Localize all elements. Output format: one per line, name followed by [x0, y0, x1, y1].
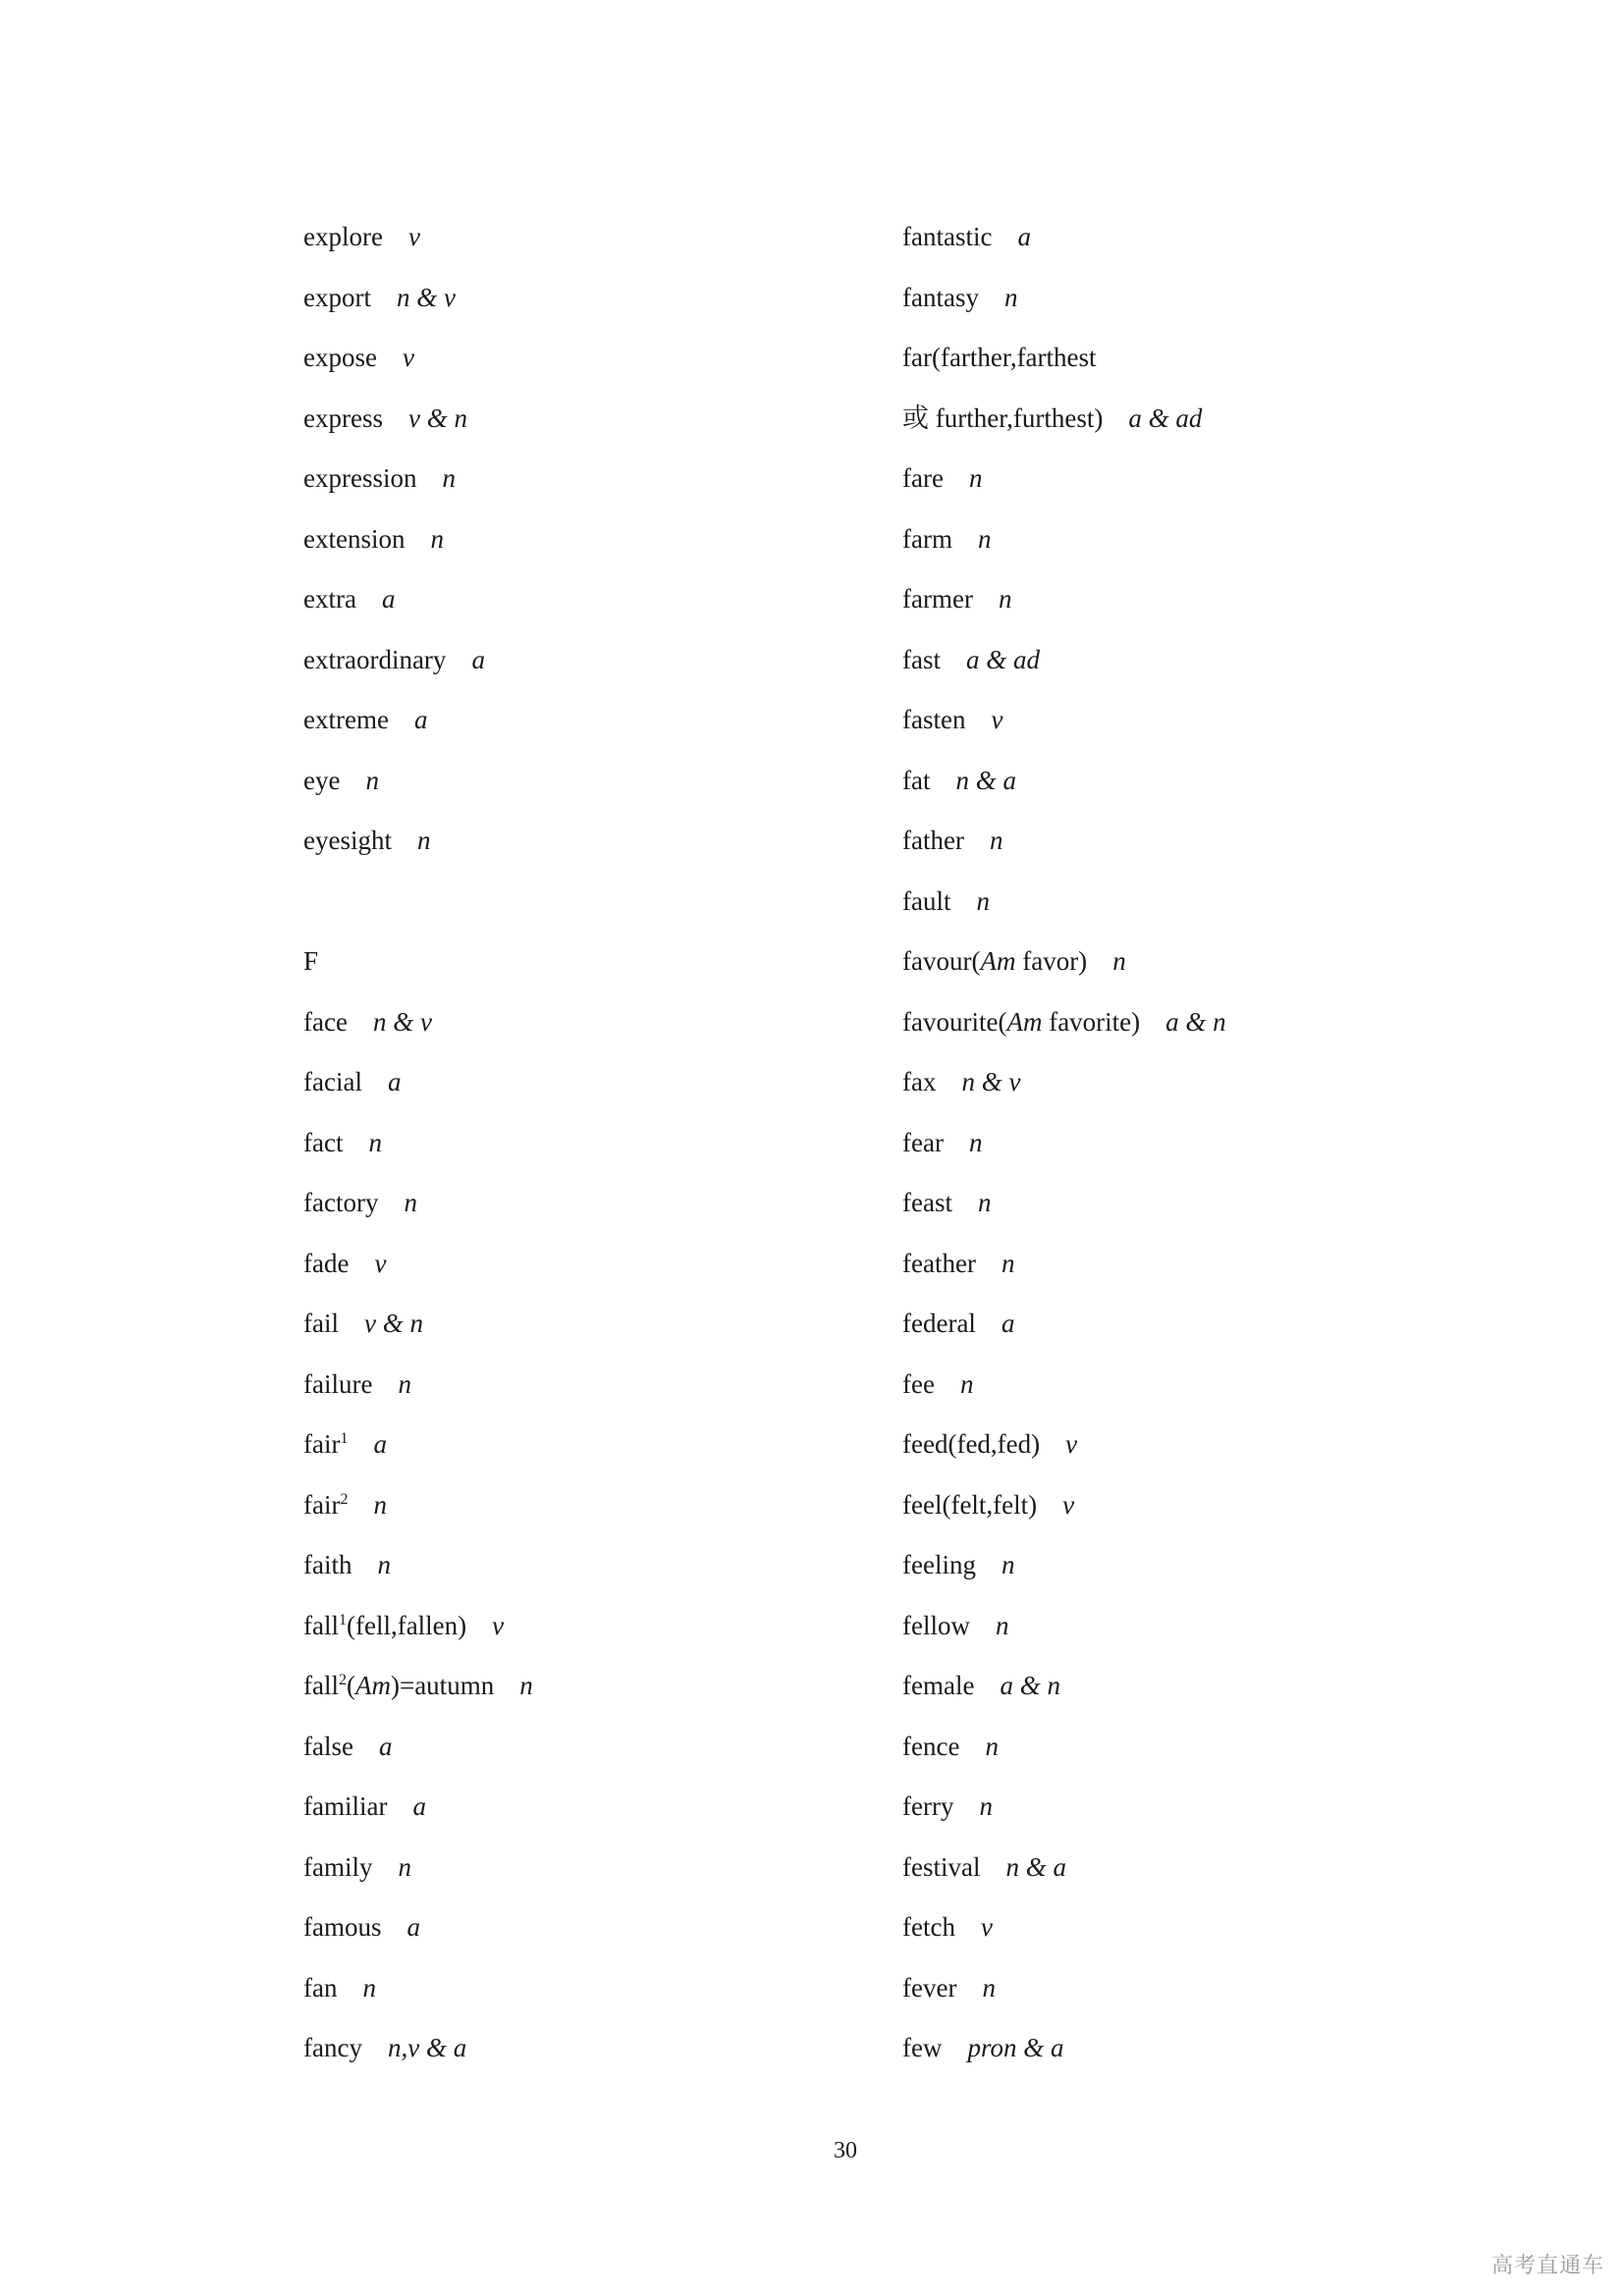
part-of-speech: n	[373, 1489, 387, 1520]
vocab-entry	[902, 1970, 996, 2005]
vocab-entry	[303, 1547, 391, 1582]
vocab-entry	[303, 823, 430, 858]
vocab-word-text: fasten	[902, 705, 966, 734]
part-of-speech: n	[1001, 1550, 1015, 1579]
vocab-entry	[902, 1004, 1226, 1040]
part-of-speech: a	[1001, 1308, 1015, 1338]
part-of-speech: n	[430, 523, 444, 554]
vocab-word-text: F	[303, 946, 319, 976]
vocab-word	[303, 1912, 381, 1942]
vocab-word	[303, 1973, 337, 2002]
vocab-word	[902, 1550, 976, 1579]
vocab-word-text: ferry	[902, 1791, 954, 1821]
part-of-speech: n	[989, 826, 1003, 855]
part-of-speech: n	[968, 1127, 983, 1157]
part-of-speech: n	[995, 1610, 1009, 1640]
part-of-speech: n	[377, 1550, 391, 1579]
vocab-word	[902, 403, 1103, 433]
part-of-speech: a & n	[1165, 1006, 1226, 1037]
part-of-speech: v	[980, 1912, 993, 1942]
vocab-word	[902, 766, 930, 795]
part-of-speech: a	[412, 1791, 426, 1821]
vocab-word	[902, 1671, 974, 1700]
part-of-speech: n	[968, 463, 983, 493]
vocab-entry	[902, 1608, 1008, 1643]
vocab-word-text: fact	[303, 1127, 344, 1157]
vocab-entry	[902, 280, 1017, 315]
vocab-word-text: fair	[303, 1489, 341, 1520]
vocab-word	[902, 946, 1087, 976]
vocab-word-text: farm	[902, 523, 952, 554]
vocab-entry	[902, 1125, 982, 1160]
vocab-word	[902, 1791, 953, 1821]
vocab-word-forms: (	[346, 1671, 355, 1700]
vocab-word-text: fear	[902, 1127, 944, 1157]
vocab-word-text: expression	[303, 463, 417, 493]
vocab-word	[303, 645, 446, 674]
part-of-speech: n	[959, 1368, 974, 1399]
vocab-word	[303, 826, 392, 855]
vocab-word-text: female	[902, 1671, 975, 1700]
vocab-word-text: fair	[303, 1429, 341, 1459]
vocab-word	[303, 1369, 372, 1399]
vocab-word-text: expose	[303, 343, 377, 372]
vocab-entry	[303, 642, 485, 677]
vocab-entry	[303, 1668, 533, 1703]
vocab-entry	[303, 1246, 386, 1281]
vocab-word	[902, 283, 979, 312]
vocab-word	[902, 1852, 980, 1882]
vocab-word-forms: (fell,fallen)	[346, 1610, 467, 1640]
vocab-entry	[303, 521, 444, 557]
vocab-entry	[902, 642, 1040, 677]
vocab-word	[902, 1732, 959, 1761]
vocab-word	[303, 1732, 353, 1761]
vocab-word-text: fail	[303, 1308, 339, 1338]
vocab-word-text: fever	[902, 1972, 957, 2002]
vocab-word	[303, 343, 377, 372]
vocab-entry	[303, 1306, 423, 1341]
vocab-entry	[902, 1426, 1077, 1462]
vocab-entry	[303, 460, 456, 496]
vocab-word-text: extreme	[303, 705, 389, 734]
vocab-word-text: fax	[902, 1067, 937, 1096]
vocab-word-text: feast	[902, 1188, 952, 1217]
part-of-speech: n & a	[1005, 1851, 1066, 1882]
part-of-speech: n & v	[396, 282, 456, 312]
vocab-entry	[902, 1909, 993, 1945]
part-of-speech: n	[1003, 282, 1018, 312]
vocab-word	[902, 1611, 970, 1640]
part-of-speech: n	[442, 463, 456, 493]
vocab-word-text: fellow	[902, 1610, 970, 1640]
homograph-number: 2	[340, 1490, 349, 1508]
american-variant-marker: Am	[1006, 1006, 1043, 1037]
vocab-word	[303, 283, 371, 312]
vocab-word	[902, 584, 973, 614]
vocab-entry	[303, 1909, 420, 1945]
part-of-speech: n	[365, 765, 379, 795]
vocab-entry	[902, 219, 1031, 254]
vocab-entry	[902, 1366, 973, 1402]
part-of-speech: a	[381, 584, 396, 614]
part-of-speech: n	[977, 1188, 992, 1217]
vocab-entry	[902, 1789, 993, 1824]
vocab-entry	[303, 219, 420, 254]
vocab-word-text: feel(felt,felt)	[902, 1489, 1038, 1520]
vocab-word-text: explore	[303, 222, 383, 251]
vocab-word-text: few	[902, 2033, 943, 2062]
vocab-word-text: false	[303, 1731, 353, 1761]
part-of-speech: a	[406, 1912, 420, 1942]
part-of-speech: v	[991, 705, 1003, 734]
section-letter-heading	[303, 943, 318, 979]
vocab-entry	[902, 1729, 999, 1764]
vocab-word	[902, 1369, 935, 1399]
section-letter	[303, 946, 318, 976]
part-of-speech: n & v	[961, 1067, 1021, 1096]
vocab-word	[902, 1308, 976, 1338]
vocab-entry	[303, 2030, 466, 2065]
part-of-speech: a & n	[1000, 1671, 1060, 1700]
vocab-word	[902, 222, 992, 251]
vocab-entry	[902, 1487, 1074, 1522]
vocab-entry	[902, 763, 1016, 798]
vocab-word-variant: favor)	[1015, 946, 1088, 976]
vocab-word-text: festival	[902, 1851, 981, 1882]
vocab-entry	[902, 521, 991, 557]
vocab-entry	[902, 581, 1011, 616]
vocab-word-text: fantastic	[902, 222, 993, 251]
part-of-speech: v	[407, 222, 420, 251]
vocab-word	[303, 1852, 372, 1882]
vocab-entry	[303, 1004, 432, 1040]
vocab-word	[303, 584, 356, 614]
vocab-word-text: fault	[902, 885, 951, 916]
vocab-word	[902, 524, 952, 554]
part-of-speech: a & ad	[965, 644, 1040, 674]
homograph-number: 2	[338, 1672, 347, 1688]
vocab-word-text: fancy	[303, 2033, 362, 2062]
vocab-word-text: father	[902, 826, 964, 855]
vocab-word	[902, 463, 944, 493]
page-number: 30	[834, 2138, 857, 2163]
vocab-word-text: fade	[303, 1248, 350, 1278]
vocab-word-text: eyesight	[303, 826, 392, 855]
vocab-word	[902, 1128, 944, 1157]
part-of-speech: n	[1112, 946, 1126, 976]
vocab-word-text: family	[303, 1851, 373, 1882]
vocab-word	[902, 1067, 936, 1096]
part-of-speech: v	[492, 1610, 505, 1640]
vocab-entry	[303, 1125, 382, 1160]
vocab-entry	[303, 280, 456, 315]
vocab-word-text: fee	[902, 1368, 935, 1399]
part-of-speech: v & n	[407, 402, 467, 433]
part-of-speech: n	[368, 1127, 382, 1157]
part-of-speech: n & a	[955, 765, 1016, 795]
part-of-speech: n,v & a	[387, 2033, 467, 2062]
part-of-speech: pron & a	[967, 2033, 1064, 2062]
vocab-word-text: fence	[902, 1731, 960, 1761]
vocab-word	[303, 1007, 348, 1037]
vocab-word	[303, 2033, 362, 2062]
vocab-word	[902, 1188, 952, 1217]
watermark-text: 高考直通车	[1490, 2254, 1604, 2278]
vocab-word-text: face	[303, 1006, 348, 1037]
vocab-word-text: farmer	[902, 584, 973, 614]
vocab-entry	[902, 1246, 1014, 1281]
vocab-entry	[902, 400, 1202, 436]
vocab-entry	[303, 1608, 504, 1643]
vocab-word	[902, 1912, 955, 1942]
vocab-word-text: fetch	[902, 1912, 955, 1942]
vocab-word	[902, 1249, 976, 1278]
vocab-word	[303, 1611, 466, 1640]
vocab-word-text: familiar	[303, 1791, 388, 1821]
part-of-speech: v	[1065, 1429, 1078, 1459]
vocab-word	[303, 766, 340, 795]
american-variant-marker: Am	[980, 946, 1016, 976]
part-of-speech: a	[471, 644, 485, 674]
vocab-word-variant: favorite)	[1042, 1006, 1141, 1037]
vocab-word	[303, 705, 389, 734]
vocab-word-text: factory	[303, 1188, 379, 1217]
vocab-word-text: failure	[303, 1368, 373, 1399]
vocab-word-text: famous	[303, 1912, 382, 1942]
part-of-speech: n	[416, 826, 431, 855]
part-of-speech: v	[374, 1248, 387, 1278]
vocab-entry	[303, 1970, 376, 2005]
vocab-word-text: favourite(	[902, 1006, 1007, 1037]
vocab-word	[303, 1188, 378, 1217]
part-of-speech: a	[378, 1731, 393, 1761]
vocab-entry	[303, 1849, 411, 1885]
vocab-word-variant: )=autumn	[390, 1671, 495, 1700]
vocab-entry	[303, 1064, 401, 1099]
vocab-word	[303, 403, 383, 433]
part-of-speech: a	[373, 1429, 387, 1459]
vocab-entry	[902, 823, 1002, 858]
homograph-number: 1	[340, 1430, 349, 1447]
vocab-word	[303, 1249, 349, 1278]
part-of-speech: n	[519, 1671, 533, 1700]
vocab-word	[303, 524, 405, 554]
part-of-speech: n	[979, 1791, 993, 1821]
vocab-word-text: feeling	[902, 1550, 976, 1579]
vocab-word-text: feather	[902, 1248, 976, 1278]
vocab-entry	[902, 1668, 1060, 1703]
part-of-speech: v	[1062, 1489, 1075, 1520]
vocab-entry	[902, 1849, 1066, 1885]
vocab-entry	[303, 581, 395, 616]
homograph-number: 1	[338, 1611, 347, 1629]
vocab-word	[902, 705, 965, 734]
vocab-word	[303, 1128, 343, 1157]
vocab-entry	[902, 1547, 1014, 1582]
vocab-word-text: faith	[303, 1550, 352, 1579]
part-of-speech: a	[387, 1067, 402, 1096]
part-of-speech: n	[404, 1188, 417, 1217]
vocab-word-text: extraordinary	[303, 644, 447, 674]
part-of-speech: a & ad	[1128, 402, 1203, 433]
vocab-entry	[303, 1185, 417, 1220]
american-variant-marker: Am	[354, 1671, 391, 1700]
vocab-word	[902, 343, 1097, 372]
vocab-word-text: fantasy	[902, 282, 979, 312]
vocab-word	[303, 1550, 352, 1579]
vocab-word	[303, 222, 383, 251]
vocab-word	[902, 1973, 956, 2002]
vocab-entry	[902, 702, 1002, 737]
vocab-word-text: favour(	[902, 946, 981, 976]
vocab-entry	[303, 1487, 387, 1522]
vocab-entry	[303, 340, 414, 375]
vocab-entry	[303, 1426, 387, 1462]
vocab-word	[902, 1007, 1140, 1037]
part-of-speech: v & n	[363, 1308, 423, 1338]
vocab-word	[902, 826, 964, 855]
vocab-entry	[303, 1729, 392, 1764]
vocab-word-text: 或 further,furthest)	[902, 402, 1104, 433]
vocab-word	[303, 463, 416, 493]
part-of-speech: n	[1001, 1248, 1015, 1278]
vocab-word-text: fare	[902, 463, 944, 493]
vocab-word-text: facial	[303, 1067, 362, 1096]
part-of-speech: n	[977, 523, 992, 554]
vocab-word	[902, 1490, 1037, 1520]
part-of-speech: a	[1017, 222, 1031, 251]
part-of-speech: n	[362, 1972, 376, 2002]
vocab-entry	[902, 883, 990, 919]
vocab-word	[902, 886, 950, 916]
vocab-word	[303, 1671, 494, 1700]
vocab-word-text: fall	[303, 1610, 339, 1640]
vocab-entry	[303, 400, 467, 436]
vocab-entry	[902, 2030, 1064, 2065]
vocab-entry	[902, 460, 982, 496]
vocab-word	[902, 645, 941, 674]
vocab-word-text: eye	[303, 765, 341, 795]
vocab-word	[303, 1308, 339, 1338]
vocab-entry	[902, 1185, 991, 1220]
vocab-entry	[303, 1789, 426, 1824]
part-of-speech: v	[402, 343, 414, 372]
part-of-speech: n	[976, 885, 990, 916]
vocab-word-text: extension	[303, 523, 406, 554]
part-of-speech: a	[413, 705, 428, 734]
vocab-word-text: express	[303, 402, 383, 433]
part-of-speech: n	[998, 584, 1012, 614]
part-of-speech: n	[398, 1368, 411, 1399]
vocab-word-text: fan	[303, 1972, 338, 2002]
vocab-word-text: export	[303, 282, 371, 312]
vocab-word	[902, 2033, 942, 2062]
vocab-entry	[902, 1306, 1014, 1341]
vocab-entry	[902, 340, 1097, 375]
vocab-word-text: far(farther,farthest	[902, 343, 1097, 372]
vocab-word-text: fat	[902, 765, 931, 795]
vocab-entry	[902, 943, 1126, 979]
part-of-speech: n	[398, 1851, 411, 1882]
part-of-speech: n	[982, 1972, 996, 2002]
vocab-word-text: extra	[303, 584, 356, 614]
vocab-word-text: fast	[902, 644, 941, 674]
vocab-word	[303, 1490, 348, 1520]
vocab-word	[303, 1067, 362, 1096]
vocab-word-text: fall	[303, 1671, 339, 1700]
vocab-word-text: feed(fed,fed)	[902, 1429, 1041, 1459]
vocab-entry	[303, 763, 379, 798]
vocab-entry	[902, 1064, 1020, 1099]
part-of-speech: n	[985, 1731, 999, 1761]
vocab-entry	[303, 1366, 411, 1402]
vocab-word-text: federal	[902, 1308, 976, 1338]
vocab-word	[303, 1429, 348, 1459]
vocab-entry	[303, 702, 427, 737]
vocab-word	[902, 1429, 1040, 1459]
part-of-speech: n & v	[372, 1006, 432, 1037]
vocab-word	[303, 1791, 387, 1821]
